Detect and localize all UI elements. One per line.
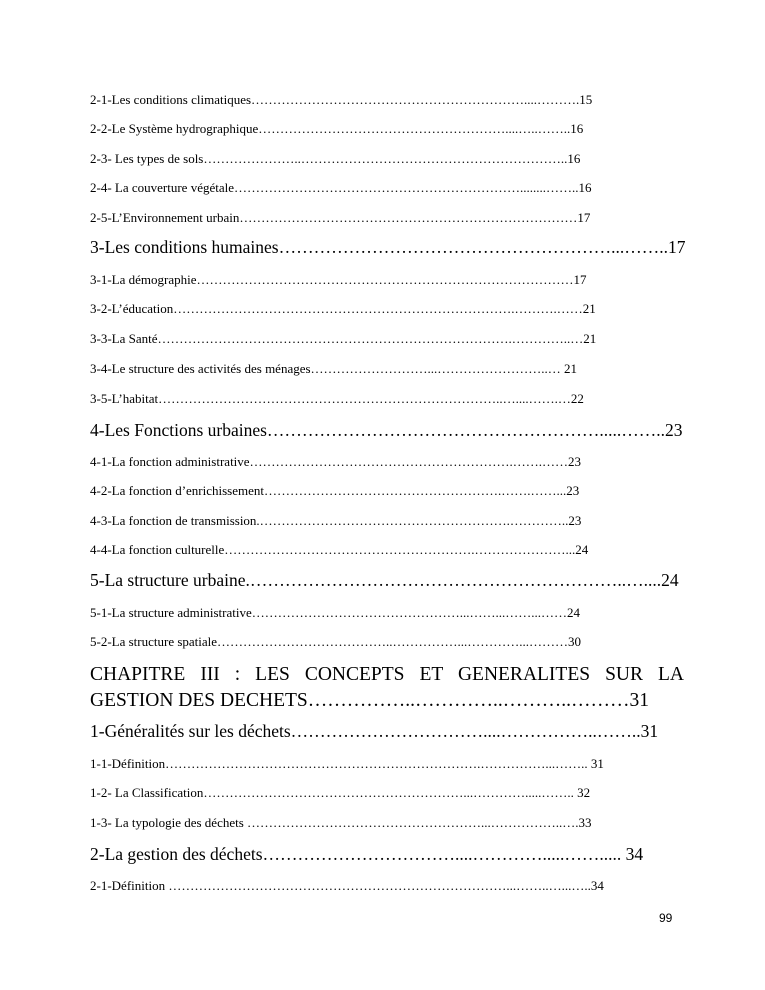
toc-entry: 4-2-La fonction d’enrichissement……………………………………………….…….……...23	[90, 483, 580, 498]
toc-entry: 2-2-Le Système hydrographique…………………………………………………....…..……..16	[90, 121, 584, 136]
toc-entry: 2-4- La couverture végétale…………………………………………………………........……..16	[90, 180, 592, 195]
toc-entry: 1-1-Définition……………………………………………………………….……………...…….. 31	[90, 756, 604, 771]
toc-entry: 3-3-La Santé……………………………………………………………………….…………..…21	[90, 331, 597, 346]
toc-entry: 4-4-La fonction culturelle………………………………………………….…………………...24	[90, 542, 589, 557]
toc-entry: 3-4-Le structure des activités des ménages………………………...……………………..… 21	[90, 361, 578, 376]
toc-section-heading: 4-Les Fonctions urbaines………………………………………………….....……..23	[90, 420, 683, 440]
toc-entry: 4-1-La fonction administrative…………………………………………………….…….……23	[90, 454, 582, 469]
toc-section-heading: 3-Les conditions humaines…………………………………………………...……..17	[90, 237, 686, 257]
toc-entry: 4-3-La fonction de transmission.………………………………………………….…………..23	[90, 513, 582, 528]
toc-entry: 3-5-L’habitat……………………………………………………………………..…....…….…22	[90, 391, 584, 406]
toc-entry: 2-1-Les conditions climatiques………………………………………………………....……….15	[90, 92, 593, 107]
toc-section-heading: 5-La structure urbaine.………………………………………………………..…....24	[90, 570, 679, 590]
toc-entry: 3-2-L’éducation…………………………………………………………………….……….……21	[90, 301, 596, 316]
toc-entry: 2-1-Définition ……………………………………………………………………...……..…...…..34	[90, 878, 604, 893]
toc-entry: 5-1-La structure administrative…………………………………………...……...……...……24	[90, 605, 580, 620]
toc-entry: 2-3- Les types de sols…………………..……………………………………………………..16	[90, 151, 581, 166]
toc-entry: 1-2- La Classification……………………………………………………...………….....…….. 32	[90, 785, 591, 800]
toc-entry: 5-2-La structure spatiale…………………………………..……………...…………...………30	[90, 634, 582, 649]
chapter-heading: CHAPITRE III : LES CONCEPTS ET GENERALITES SUR LA GESTION DES DECHETS……………..…………..………..………31	[90, 664, 684, 711]
toc-section-heading: 1-Généralités sur les déchets……………………………....……………..……..31	[90, 721, 659, 741]
toc-entry: 2-5-L’Environnement urbain……………………………………………………………………17	[90, 210, 591, 225]
toc-section-heading: 2-La gestion des déchets……………………………....………….....……..... 34	[90, 844, 644, 864]
page-number: 99	[659, 911, 673, 925]
toc-entry: 1-3- La typologie des déchets ………………………………………………...……………..….33	[90, 815, 592, 830]
toc-entry: 3-1-La démographie……………………………………………………………………………17	[90, 272, 587, 287]
